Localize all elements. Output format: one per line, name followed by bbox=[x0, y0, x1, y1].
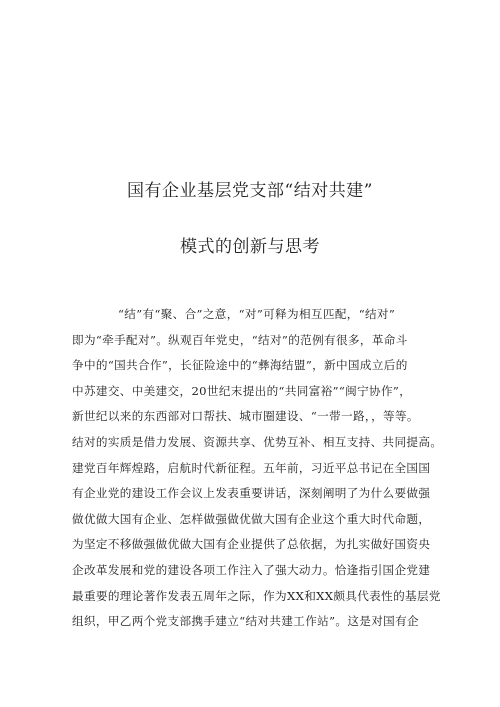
body-line: 建党百年辉煌路，启航时代新征程。五年前，习近平总书记在全国国 bbox=[72, 460, 431, 475]
body-line: 新世纪以来的东西部对口帮扶、城市圈建设、“一带一路，，等等。 bbox=[72, 409, 419, 424]
document-title-line-1: 国有企业基层党支部“结对共建” bbox=[127, 181, 373, 201]
body-line: 即为“牵手配对”。纵观百年党史，“结对”的范例有很多，革命斗 bbox=[72, 332, 408, 347]
body-line: “结”有“聚、合”之意，“对”可释为相互匹配，“结对” bbox=[118, 307, 396, 321]
body-line: 做优做大国有企业、怎样做强做优做大国有企业这个重大时代命题， bbox=[72, 511, 431, 526]
body-line: 企改革发展和党的建设各项工作注入了强大动力。恰逢指引国企党建 bbox=[72, 562, 431, 577]
document-body bbox=[72, 302, 452, 635]
body-line: 有企业党的建设工作会议上发表重要讲话，深刻阐明了为什么要做强 bbox=[72, 486, 431, 501]
body-line: 组织，甲乙两个党支部携手建立“结对共建工作站”。这是对国有企 bbox=[72, 614, 419, 629]
body-line: 结对的实质是借力发展、资源共享、优势互补、相互支持、共同提高。 bbox=[72, 434, 443, 449]
body-line: 最重要的理论著作发表五周年之际，作为XX和XX颇具代表性的基层党 bbox=[72, 588, 441, 603]
body-line: 为坚定不移做强做优做大国有企业提供了总依据，为扎实做好国资央 bbox=[72, 537, 431, 552]
document-title-line-2: 模式的创新与思考 bbox=[180, 237, 320, 257]
body-line: 中苏建交、中美建交，20世纪末提出的“共同富裕”“闽宁协作”， bbox=[72, 383, 412, 398]
body-line: 争中的“国共合作”，长征险途中的“彝海结盟”，新中国成立后的 bbox=[72, 358, 408, 373]
